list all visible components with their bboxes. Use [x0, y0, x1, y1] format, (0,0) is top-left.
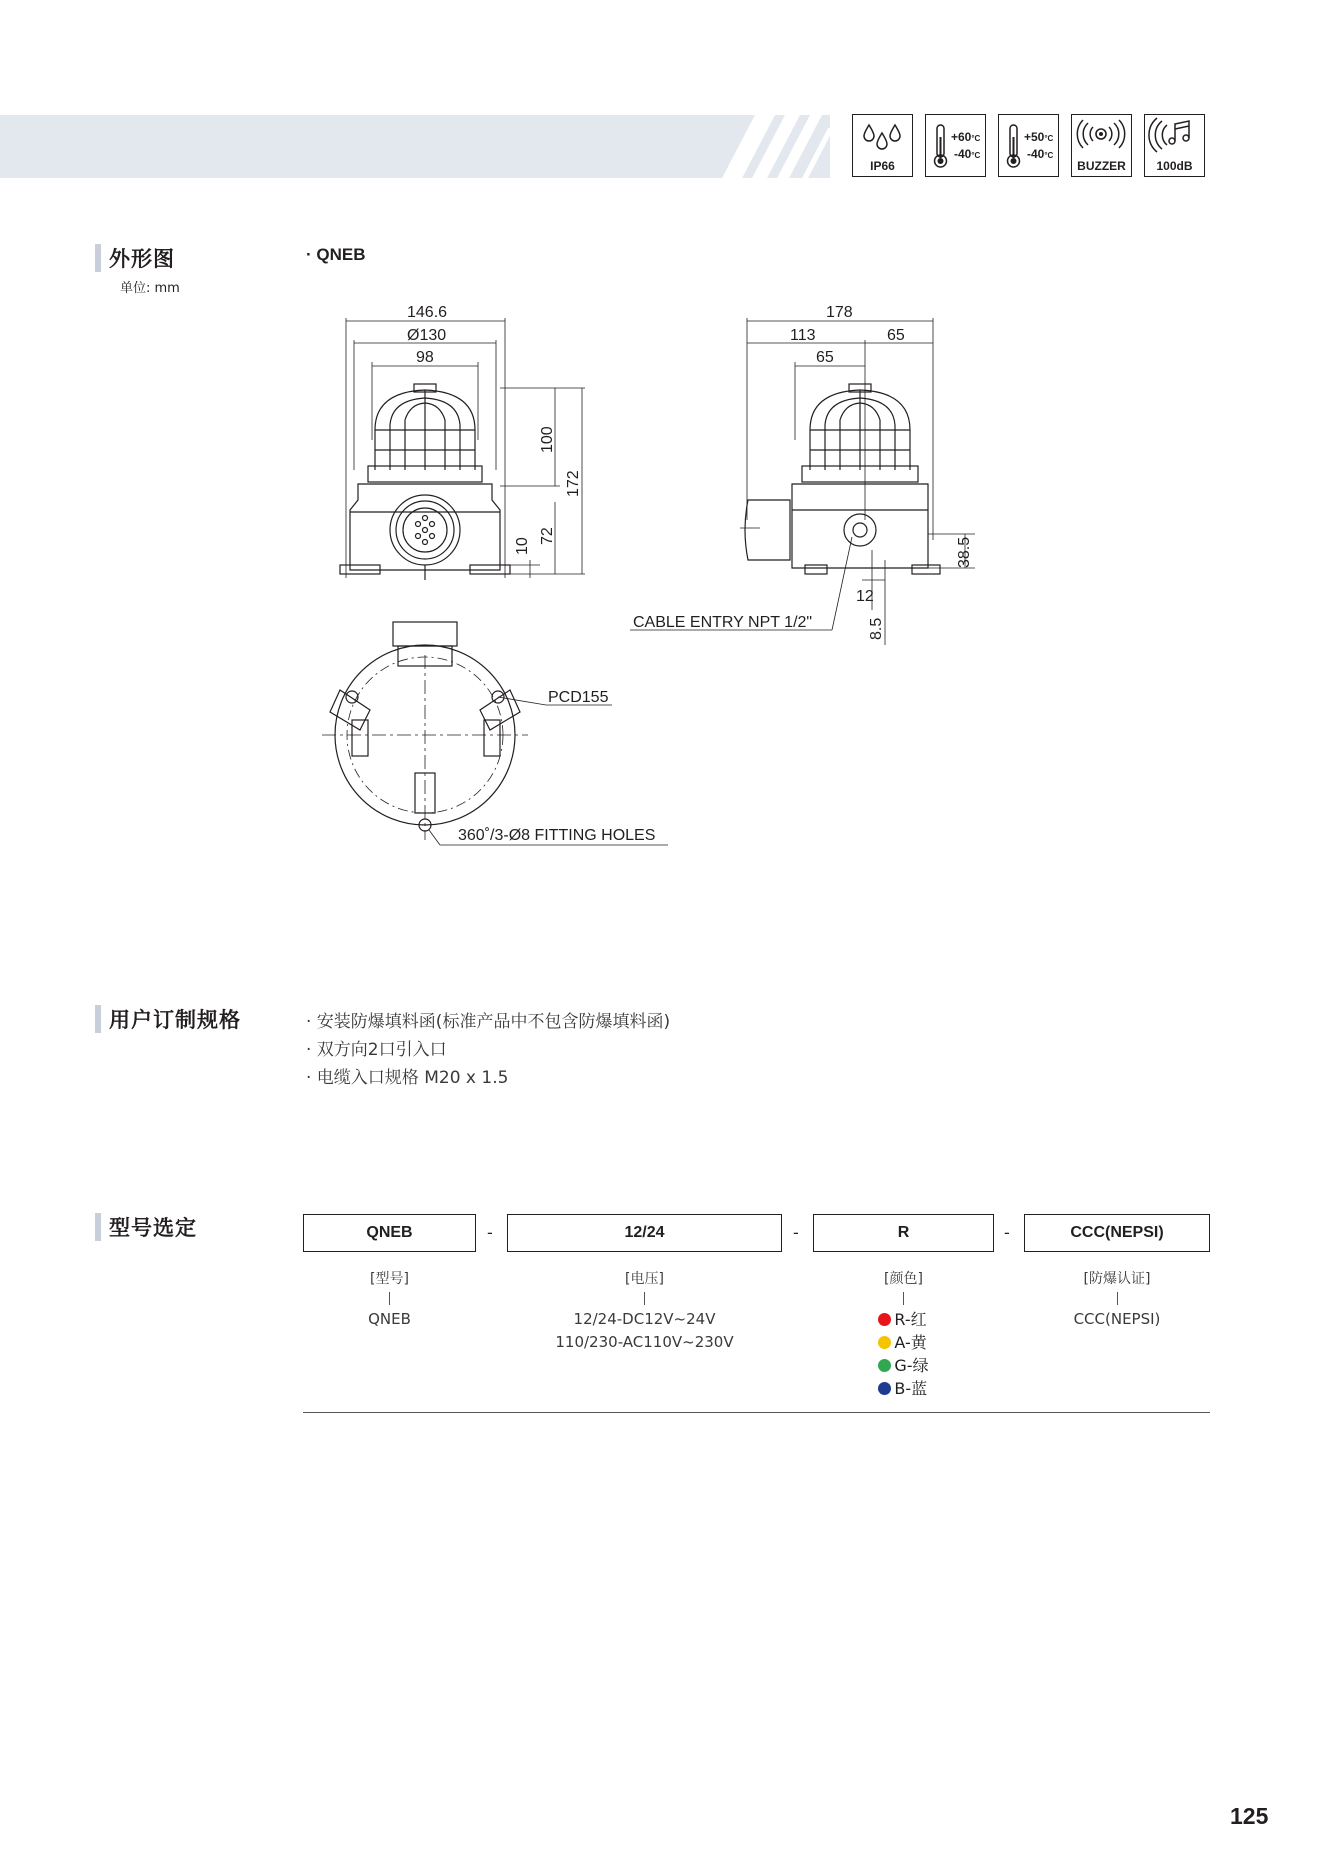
dim-front-diameter: Ø130	[407, 327, 447, 344]
green-dot-icon	[878, 1359, 891, 1372]
dim-side-entry-height: 38.5	[956, 536, 973, 568]
color-option-red: R-红	[878, 1308, 928, 1331]
color-column	[813, 1268, 994, 1402]
connector-line	[644, 1292, 645, 1305]
temp-unit: °C	[971, 151, 981, 160]
separator: -	[793, 1223, 799, 1242]
color-option-yellow: A-黄	[878, 1331, 928, 1354]
cable-entry-label: CABLE ENTRY NPT 1/2"	[633, 614, 813, 631]
certification-value: CCC(NEPSI)	[1073, 1310, 1161, 1328]
fitting-holes-label: 360˚/3-Ø8 FITTING HOLES	[458, 827, 656, 844]
connector-line	[903, 1292, 904, 1305]
customization-item: · 双方向2口引入口	[306, 1040, 447, 1060]
model-value: QNEB	[368, 1310, 411, 1328]
dim-side-right: 65	[887, 327, 905, 344]
connector-line	[389, 1292, 390, 1305]
model-category: [型号]	[370, 1271, 409, 1287]
separator: -	[1004, 1223, 1010, 1242]
customization-item: · 安装防爆填料函(标准产品中不包含防爆填料函)	[306, 1012, 671, 1032]
dimension-drawing	[0, 0, 1323, 900]
red-dot-icon	[878, 1313, 891, 1326]
ip66-caption: IP66	[870, 159, 895, 173]
color-option-blue: B-蓝	[878, 1377, 928, 1400]
temp-unit: °C	[971, 134, 981, 143]
certification-category: [防爆认证]	[1083, 1271, 1151, 1287]
color-category: [颜色]	[884, 1271, 923, 1287]
color-code-box: R	[813, 1214, 994, 1252]
dim-front-overall: 146.6	[407, 304, 448, 321]
model-column	[303, 1268, 476, 1331]
dim-front-total-height: 172	[565, 470, 582, 497]
selection-section-title: 型号选定	[109, 1216, 197, 1240]
unit-note: 单位: mm	[120, 281, 180, 296]
yellow-dot-icon	[878, 1336, 891, 1349]
pcd-label: PCD155	[548, 689, 609, 706]
section-divider	[303, 1412, 1210, 1413]
model-code-box: QNEB	[303, 1214, 476, 1252]
separator: -	[487, 1223, 493, 1242]
dim-side-left: 113	[790, 327, 816, 344]
temp-low-value: -40	[1027, 147, 1045, 161]
certification-column	[1024, 1268, 1210, 1331]
sound-level-caption: 100dB	[1156, 159, 1193, 173]
page-number: 125	[1230, 1803, 1269, 1829]
dim-side-inner: 65	[816, 349, 834, 366]
outline-section-title: 外形图	[109, 247, 175, 271]
voltage-code-box: 12/24	[507, 1214, 782, 1252]
voltage-category: [电压]	[625, 1271, 664, 1287]
dim-side-entry-width: 12	[856, 588, 874, 605]
certification-code-box: CCC(NEPSI)	[1024, 1214, 1210, 1252]
color-option-green: G-绿	[878, 1354, 928, 1377]
dim-side-overall: 178	[826, 304, 853, 321]
temp-high-value: +60	[951, 130, 972, 144]
voltage-value: 110/230-AC110V~230V	[555, 1333, 734, 1351]
section-marker	[95, 1005, 101, 1033]
dim-front-base-height: 10	[514, 537, 531, 555]
voltage-value: 12/24-DC12V~24V	[573, 1310, 716, 1328]
temp-unit: °C	[1044, 134, 1054, 143]
temp-high-value: +50	[1024, 130, 1045, 144]
customization-section-title: 用户订制规格	[109, 1008, 241, 1032]
dim-front-inner: 98	[416, 349, 434, 366]
customization-item: · 电缆入口规格 M20 x 1.5	[306, 1068, 509, 1088]
temp-unit: °C	[1044, 151, 1054, 160]
model-label: · QNEB	[306, 245, 366, 264]
dim-front-body-height: 72	[539, 527, 556, 545]
blue-dot-icon	[878, 1382, 891, 1395]
section-marker	[95, 1213, 101, 1241]
connector-line	[1117, 1292, 1118, 1305]
buzzer-caption: BUZZER	[1077, 159, 1126, 173]
voltage-column	[507, 1268, 782, 1354]
dim-side-entry-offset: 8.5	[868, 617, 885, 640]
dim-front-globe-height: 100	[539, 426, 556, 453]
temp-low-value: -40	[954, 147, 972, 161]
